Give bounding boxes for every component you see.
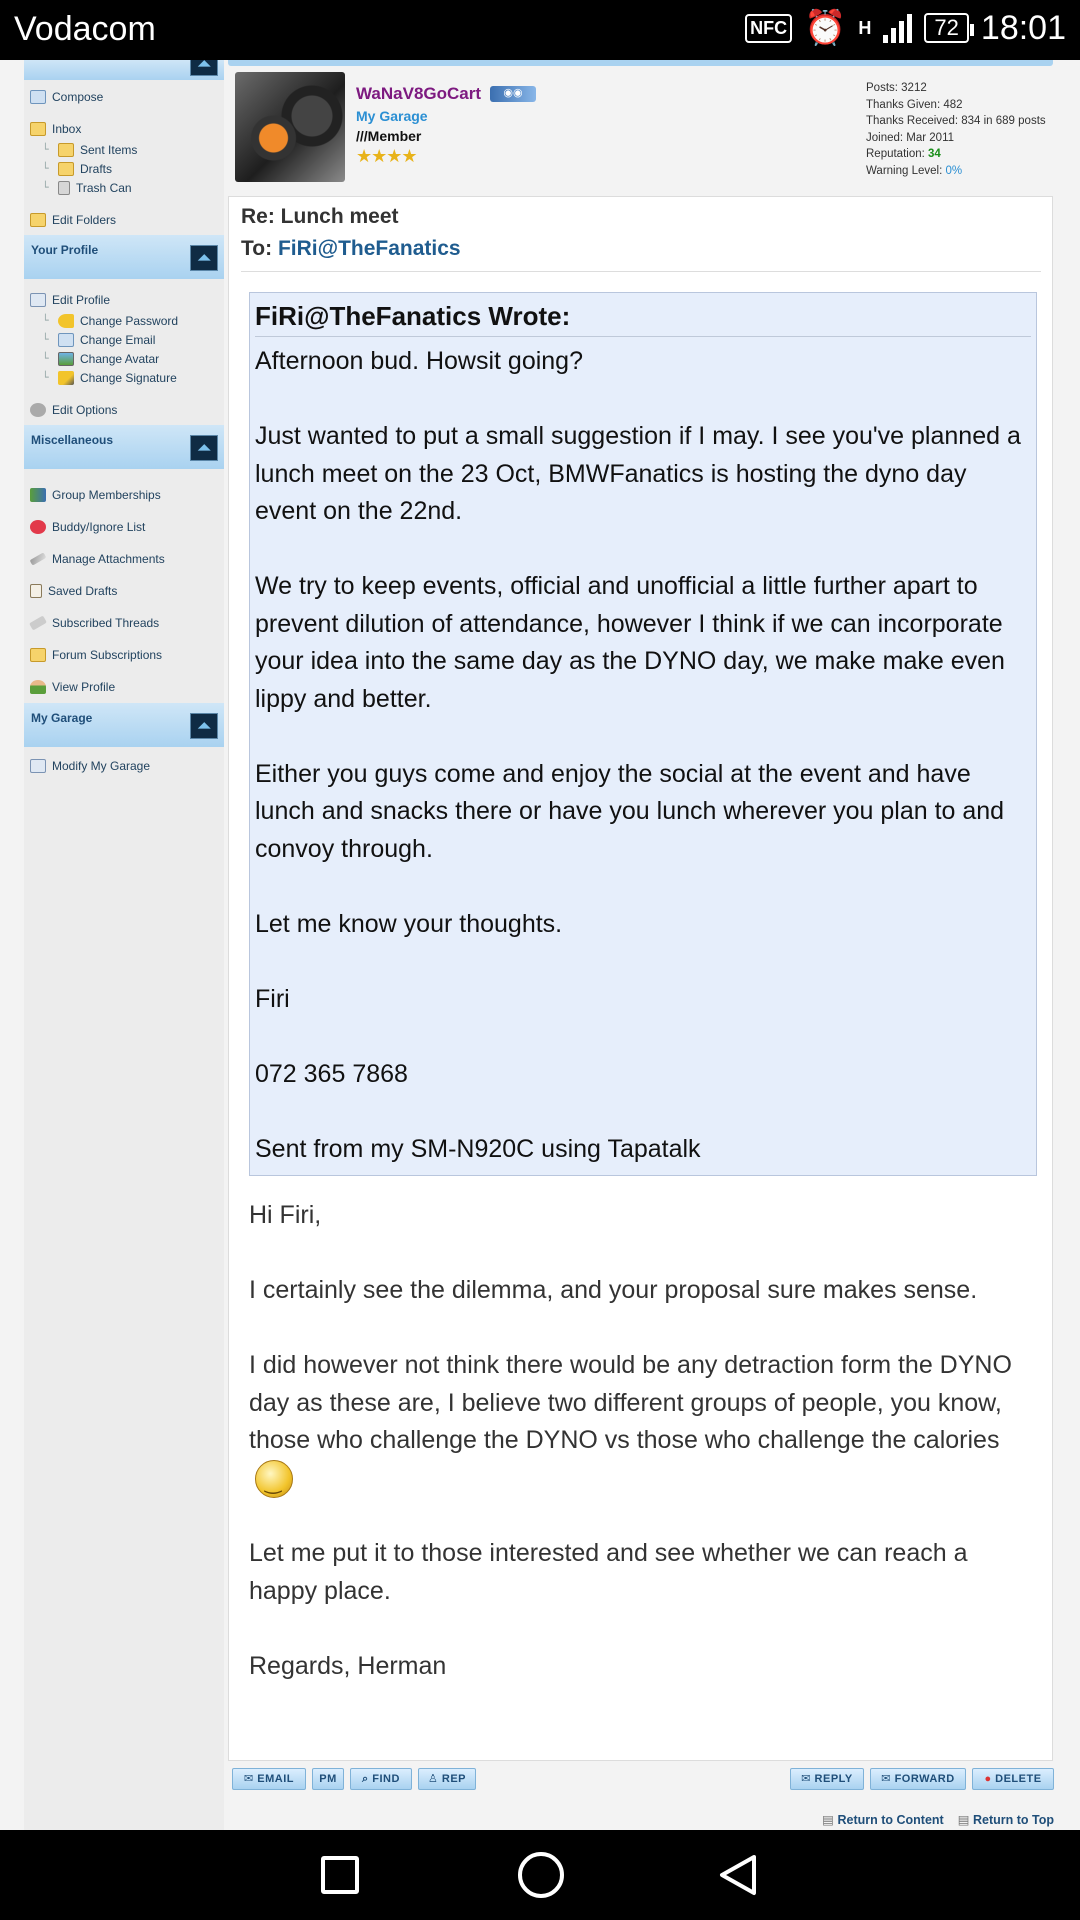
sidebar-item-trash[interactable]: └ Trash Can [42,180,132,195]
thanks-received: Thanks Received: 834 in 689 posts [866,115,1046,127]
usercp-sidebar [24,60,224,1830]
sidebar-item-group-memberships[interactable] [24,479,224,511]
sidebar-item-buddy-list[interactable] [24,511,224,543]
sidebar-item-label: Change Email [80,332,156,347]
pencil-icon [58,371,74,385]
sidebar-item-label: Trash Can [76,180,132,195]
sidebar-item-compose[interactable] [24,86,224,108]
section-header-misc[interactable] [24,425,224,469]
return-to-top-link[interactable]: ▤ Return to Top [958,1812,1054,1827]
reply-paragraph: Hi Firi, [249,1201,322,1229]
gear-icon [30,403,46,417]
quote-paragraph: We try to keep events, official and unofficial a little further apart to prevent dilution of attendance, however I think if we can incorporate your idea into the same day as the DYNO day, we make make even lippy and better. [255,572,1005,713]
joined-date: Joined: Mar 2011 [866,131,955,144]
message-recipient-line: To: FiRi@TheFanatics [241,237,461,260]
quote-paragraph: 072 365 7868 [255,1059,408,1088]
user-icon [30,680,46,694]
profile-card-icon [30,759,46,773]
nfc-icon: NFC [745,14,792,43]
online-status-icon: ◉◉ [490,86,536,102]
smiley-icon [255,1460,293,1498]
sidebar-item-edit-profile[interactable] [24,289,224,311]
thanks-given: Thanks Given: 482 [866,98,963,111]
sidebar-item-label: Drafts [80,161,113,176]
reply-paragraph: Regards, Herman [249,1651,447,1680]
message-body [228,196,1053,1761]
quote-paragraph: Either you guys come and enjoy the social at the event and have lunch and snacks there or have you lunch wherever you plan to and convoy through. [255,759,1005,863]
folder-icon [30,122,46,136]
folder-icon [58,162,74,176]
carrier-name: Vodacom [14,10,156,48]
trash-icon [58,181,70,195]
back-icon[interactable] [716,1853,760,1897]
user-stats [866,80,1046,179]
section-header-profile[interactable] [24,235,224,279]
reply-paragraph: Let me put it to those interested and see whether we can reach a happy place. [249,1539,968,1605]
section-title: Your Profile [31,243,99,257]
home-icon[interactable] [518,1852,564,1898]
avatar[interactable] [235,72,345,182]
sidebar-item-inbox[interactable] [24,118,224,140]
sidebar-item-drafts[interactable]: └ Drafts [42,161,113,176]
section-title: Miscellaneous [31,433,114,447]
sidebar-item-label: Edit Options [52,403,118,417]
alarm-icon: ⏰ [804,9,847,47]
reply-paragraph: I certainly see the dilemma, and your proposal sure makes sense. [249,1276,978,1304]
sidebar-item-label: Manage Attachments [52,552,165,566]
collapse-icon[interactable]: ⏶ [190,713,218,739]
profile-card-icon [30,293,46,307]
envelope-icon [30,90,46,104]
warning-level: Warning Level: 0% [866,164,963,177]
folder-icon [30,648,46,662]
group-icon [30,488,46,502]
tag-icon [29,616,47,631]
sidebar-item-label: Compose [52,90,104,104]
quote-block [249,292,1037,1176]
status-bar [0,0,1080,60]
quote-paragraph: Afternoon bud. Howsit going? [255,347,583,375]
rep-button[interactable]: ♙ REP [418,1768,476,1790]
sidebar-item-change-password[interactable]: └ Change Password [42,313,179,328]
forward-button[interactable]: ✉ FORWARD [870,1768,966,1790]
user-rank: ///Member [356,128,422,144]
sidebar-item-edit-folders[interactable] [24,209,224,231]
clock-time: 18:01 [980,8,1066,47]
signal-icon [883,13,912,43]
quote-paragraph: Firi [255,984,290,1013]
rank-stars-icon: ★★★★ [356,146,417,166]
sidebar-item-label: View Profile [52,680,116,694]
footer-links [822,1812,1054,1827]
return-to-content-link[interactable]: ▤ Return to Content [822,1812,944,1827]
sidebar-item-label: Change Password [80,313,179,328]
warning-value[interactable]: 0% [945,164,963,177]
sidebar-item-sent[interactable]: └ Sent Items [42,142,138,157]
delete-button[interactable]: ● DELETE [972,1768,1054,1790]
quote-paragraph: Sent from my SM-N920C using Tapatalk [255,1134,701,1163]
username-link[interactable]: WaNaV8GoCart [356,84,482,103]
message-actions [232,1768,1052,1790]
sidebar-item-subscribed-threads[interactable] [24,607,224,639]
posts-count: Posts: 3212 [866,82,927,94]
my-garage-link[interactable]: My Garage [356,108,428,124]
sidebar-item-label: Edit Profile [52,293,111,307]
sidebar-item-label: Saved Drafts [48,584,118,598]
sidebar-item-label: Edit Folders [52,213,117,227]
document-icon [30,584,42,598]
sidebar-item-label: Subscribed Threads [52,616,160,630]
quote-paragraph: Just wanted to put a small suggestion if I may. I see you've planned a lunch meet on the 23 Oct, BMWFanatics is hosting the dyno day event on the 22nd. [255,422,1021,525]
find-button[interactable]: ⌕ FIND [350,1768,412,1790]
navigation-bar [0,1830,1080,1920]
status-icons [745,8,1066,48]
message-title: Re: Lunch meet [241,205,399,228]
sidebar-item-saved-drafts[interactable] [24,575,224,607]
sidebar-item-label: Sent Items [80,142,138,157]
quote-header: FiRi@TheFanatics Wrote: [255,301,1031,337]
folder-icon [58,143,74,157]
envelope-icon [58,333,74,347]
sidebar-item-label: Modify My Garage [52,759,151,773]
reply-text [249,1197,1039,1723]
collapse-icon[interactable]: ⏶ [190,60,218,76]
sidebar-item-label: Buddy/Ignore List [52,520,146,534]
sidebar-item-edit-options[interactable] [24,399,224,421]
sidebar-item-manage-attachments[interactable] [24,543,224,575]
section-header-garage[interactable] [24,703,224,747]
pm-button[interactable]: PM [312,1768,344,1790]
delete-icon: ● [984,1773,992,1785]
sidebar-item-label: Inbox [52,122,82,136]
page-content [0,60,1080,1830]
picture-icon [58,352,74,366]
sidebar-item-change-email[interactable]: └ Change Email [42,332,156,347]
sidebar-item-view-profile[interactable] [24,671,224,703]
section-title: My Garage [31,711,93,725]
divider [241,271,1041,272]
quote-paragraph: Let me know your thoughts. [255,909,563,938]
email-button[interactable]: ✉ EMAIL [232,1768,306,1790]
sidebar-item-change-signature[interactable]: └ Change Signature [42,370,177,385]
collapse-icon[interactable]: ⏶ [190,245,218,271]
sidebar-item-forum-subscriptions[interactable] [24,639,224,671]
reputation: Reputation: 34 [866,148,941,160]
reply-paragraph: I did however not think there would be any detraction form the DYNO day as these are, I believe two different groups of people, you know, those who challenge the DYNO vs those who challenge the calories‿ [249,1347,1039,1498]
paperclip-icon [30,552,47,565]
sidebar-item-label: Change Avatar [80,351,160,366]
sidebar-item-change-avatar[interactable]: └ Change Avatar [42,351,160,366]
heart-icon [30,520,46,534]
sender-info [228,70,1053,200]
sidebar-top-header [24,60,224,80]
header-strip [228,60,1053,66]
sidebar-item-label: Change Signature [80,370,177,385]
sidebar-item-label: Group Memberships [52,488,161,502]
key-icon [58,314,74,328]
reply-button[interactable]: ✉ REPLY [790,1768,864,1790]
reputation-value: 34 [928,148,941,160]
sidebar-item-label: Forum Subscriptions [52,648,163,662]
network-type: H [858,17,872,38]
folder-edit-icon [30,213,46,227]
recent-apps-icon[interactable] [321,1856,359,1894]
battery-icon: 72 [924,13,968,43]
recipient-link[interactable]: FiRi@TheFanatics [277,237,461,260]
sidebar-item-modify-garage[interactable] [24,755,224,777]
collapse-icon[interactable]: ⏶ [190,435,218,461]
